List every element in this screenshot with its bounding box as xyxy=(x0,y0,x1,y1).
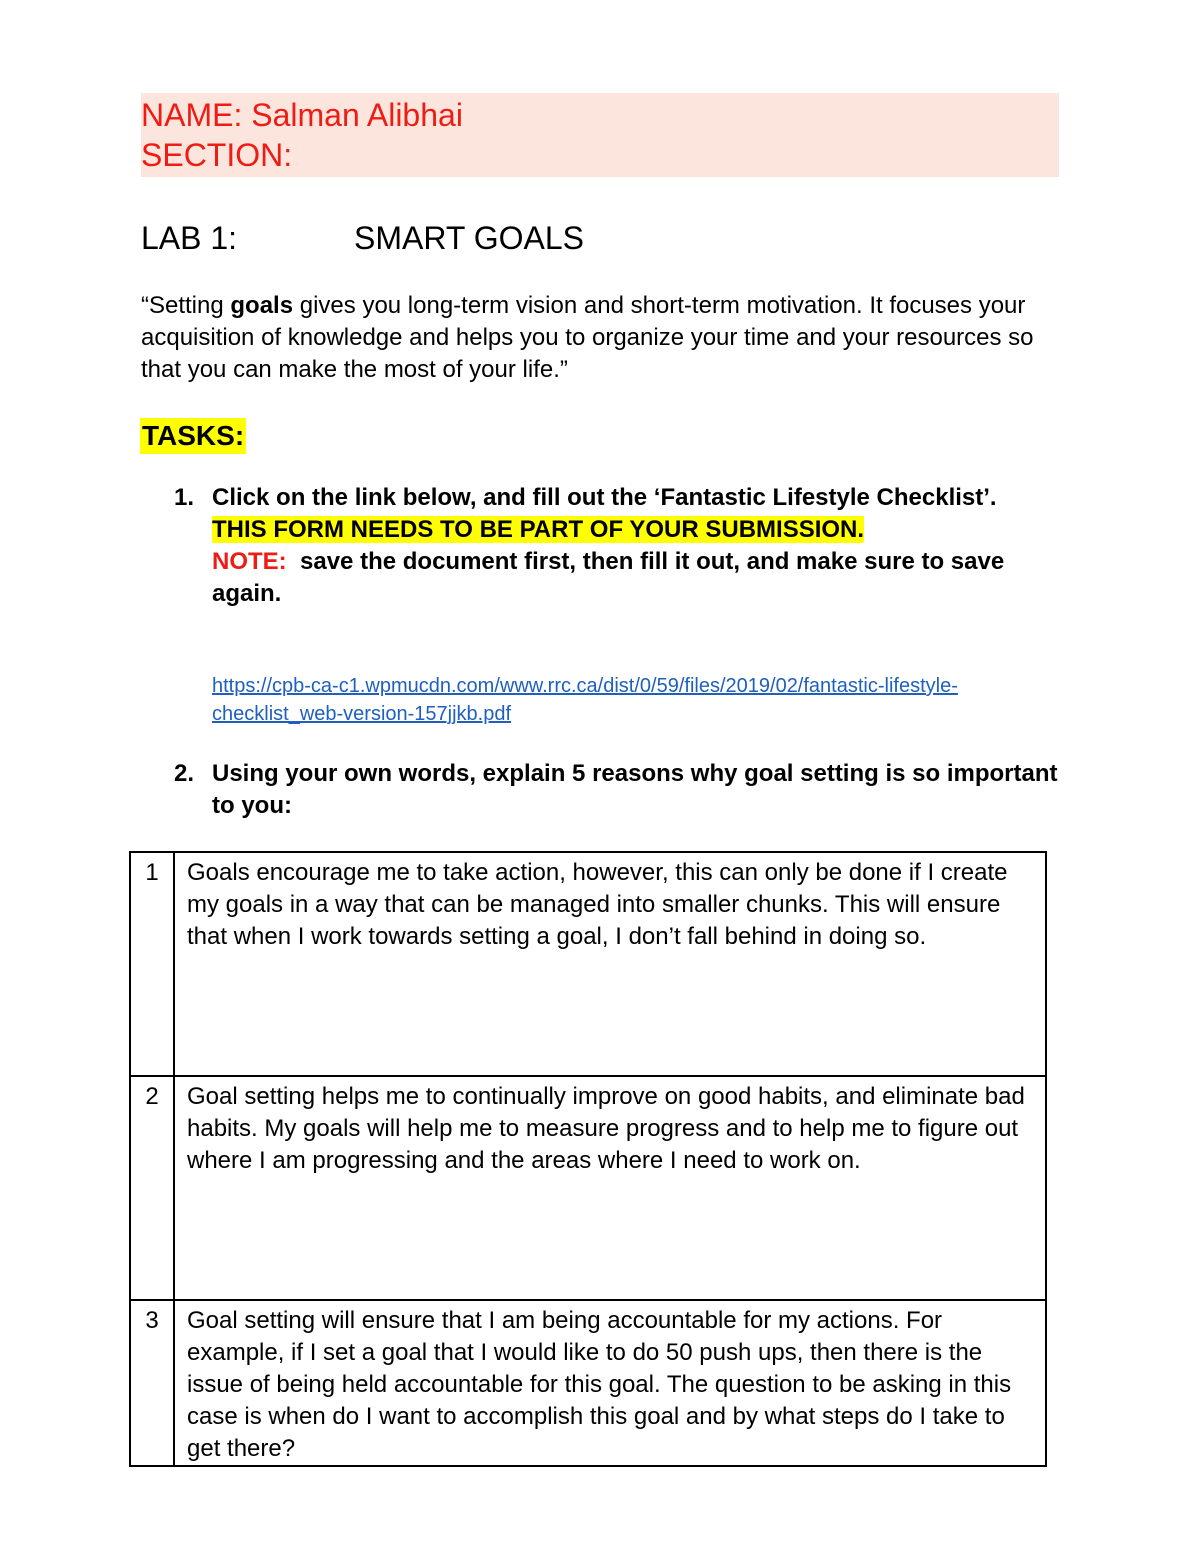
section-label: SECTION: xyxy=(141,137,293,173)
lab-number: LAB 1: xyxy=(141,220,238,256)
task-2-text: Using your own words, explain 5 reasons why goal setting is so important to you: xyxy=(212,760,1058,819)
goals-quote xyxy=(141,290,1061,386)
task-1-text: Click on the link below, and fill out the ‘Fantastic Lifestyle Checklist’. xyxy=(212,484,997,511)
task-1-highlight: THIS FORM NEEDS TO BE PART OF YOUR SUBMISSION. xyxy=(212,516,865,543)
reasons-table xyxy=(129,851,1047,1467)
task-1-body xyxy=(212,482,1062,610)
reason-index: 3 xyxy=(130,1300,174,1466)
task-1-note-label: NOTE: xyxy=(212,548,287,575)
student-name: NAME: Salman Alibhai xyxy=(141,97,463,133)
checklist-link[interactable]: https://cpb-ca-c1.wpmucdn.com/www.rrc.ca/dist/0/59/files/2019/02/fantastic-lifestyle-checklist_web-version-157jjkb.pdf xyxy=(212,675,958,725)
reason-text[interactable]: Goal setting helps me to continually improve on good habits, and eliminate bad habits. My goals will help me to measure progress and to help me to figure out where I am progressing and the areas where I need to work on. xyxy=(174,1076,1046,1300)
quote-bold-word: goals xyxy=(230,292,294,319)
reason-text[interactable]: Goals encourage me to take action, however, this can only be done if I create my goals in a way that can be managed into smaller chunks. This will ensure that when I work towards setting a goal, I don’t fall behind in doing so. xyxy=(174,852,1046,1076)
reason-text[interactable]: Goal setting will ensure that I am being accountable for my actions. For example, if I set a goal that I would like to do 50 push ups, then there is the issue of being held accountable for this goal. The question to be asking in this case is when do I want to accomplish this goal and by what steps do I take to get there? xyxy=(174,1300,1046,1466)
tasks-heading: TASKS: xyxy=(140,418,246,454)
quote-open: “Setting xyxy=(141,292,231,319)
table-row xyxy=(130,1300,1046,1466)
task-1-number: 1. xyxy=(174,484,195,511)
name-section-box xyxy=(141,93,1059,177)
lab-title: SMART GOALS xyxy=(354,220,584,256)
quote-rest: gives you long-term vision and short-term motivation. It focuses your acquisition of knowledge and helps you to organize your time and your resources so that you can make the most of your life.” xyxy=(141,292,1034,383)
reason-index: 1 xyxy=(130,852,174,1076)
table-row xyxy=(130,852,1046,1076)
task-2-number: 2. xyxy=(174,760,195,787)
reason-index: 2 xyxy=(130,1076,174,1300)
task-1-note-text: save the document first, then fill it out, and make sure to save again. xyxy=(212,548,1005,607)
table-row xyxy=(130,1076,1046,1300)
